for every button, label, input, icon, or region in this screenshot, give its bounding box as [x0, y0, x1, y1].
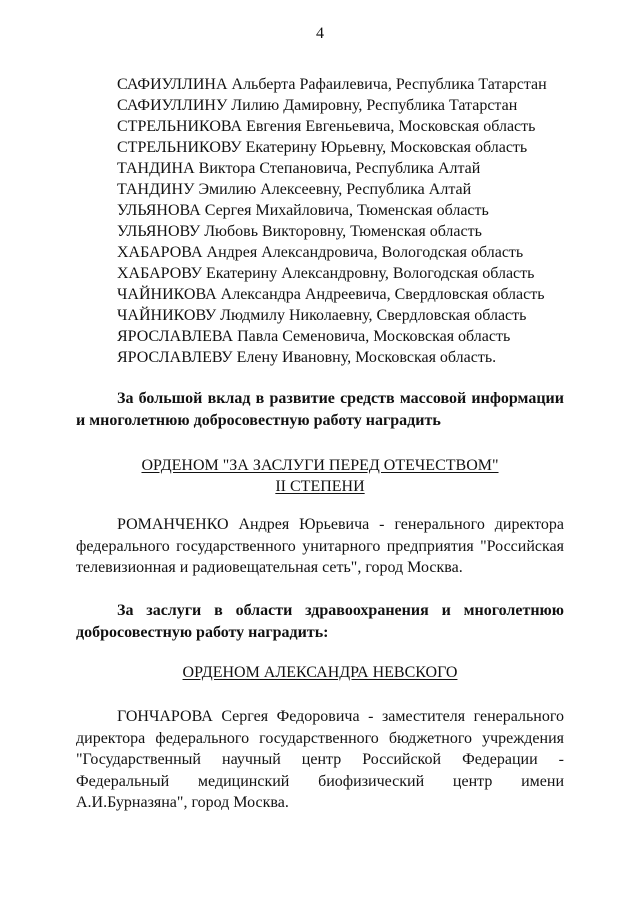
list-item: СТРЕЛЬНИКОВУ Екатерину Юрьевну, Московская область	[117, 139, 528, 156]
list-item: ЯРОСЛАВЛЕВУ Елену Ивановну, Московская область.	[117, 349, 497, 366]
order-title-line1: ОРДЕНОМ "ЗА ЗАСЛУГИ ПЕРЕД ОТЕЧЕСТВОМ"	[141, 457, 499, 474]
list-item: ТАНДИНУ Эмилию Алексеевну, Республика Алтай	[117, 181, 472, 198]
section2-recipient: ГОНЧАРОВА Сергея Федоровича - заместителя генерального директора федерального государственного бюджетного учреждения "Государственный научный центр Российской Федерации - Федеральный медицинский биофизический центр имени А.И.Бурназяна", город Москва.	[76, 708, 564, 811]
list-item: ХАБАРОВА Андрея Александровича, Вологодская область	[117, 244, 524, 261]
list-item: СТРЕЛЬНИКОВА Евгения Евгеньевича, Московская область	[117, 118, 536, 135]
list-item: ЧАЙНИКОВА Александра Андреевича, Свердловская область	[117, 286, 545, 303]
order-title-line1: ОРДЕНОМ АЛЕКСАНДРА НЕВСКОГО	[182, 664, 458, 681]
section1-recipient: РОМАНЧЕНКО Андрея Юрьевича - генерального директора федерального государственного унитарного предприятия "Российская телевизионная и радиовещательная сеть", город Москва.	[76, 516, 564, 576]
list-item: ХАБАРОВУ Екатерину Александровну, Вологодская область	[117, 265, 535, 282]
order-title-line2: II СТЕПЕНИ	[275, 478, 365, 495]
list-item: УЛЬЯНОВА Сергея Михайловича, Тюменская область	[117, 202, 489, 219]
list-item: ЧАЙНИКОВУ Людмилу Николаевну, Свердловская область	[117, 307, 527, 324]
list-item: ТАНДИНА Виктора Степановича, Республика Алтай	[117, 160, 481, 177]
award-recipients-list	[117, 74, 547, 368]
list-item: САФИУЛЛИНУ Лилию Дамировну, Республика Татарстан	[117, 97, 518, 114]
list-item: ЯРОСЛАВЛЕВА Павла Семеновича, Московская область	[117, 328, 511, 345]
page-number: 4	[316, 25, 324, 42]
section2-intro: За заслуги в области здравоохранения и многолетнюю добросовестную работу наградить:	[76, 602, 564, 641]
list-item: САФИУЛЛИНА Альберта Рафаилевича, Республика Татарстан	[117, 76, 547, 93]
section1-intro: За большой вклад в развитие средств массовой информации и многолетнюю добросовестную работу наградить	[76, 390, 564, 429]
list-item: УЛЬЯНОВУ Любовь Викторовну, Тюменская область	[117, 223, 482, 240]
section2-order-heading	[0, 662, 640, 683]
section1-order-heading	[0, 455, 640, 497]
